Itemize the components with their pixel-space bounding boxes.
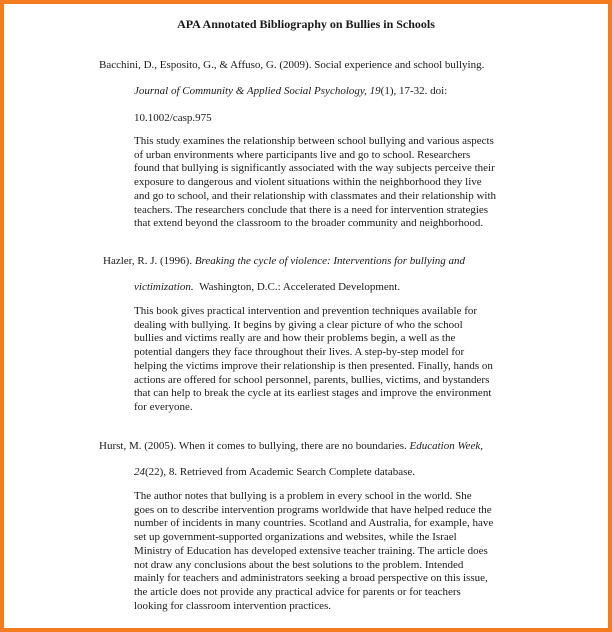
page-title: APA Annotated Bibliography on Bullies in Schools <box>177 17 435 31</box>
citation-line-2: Journal of Community & Applied Social Psychology, 19(1), 17-32. doi: <box>134 85 448 97</box>
citation-line-1: Hazler, R. J. (1996). Breaking the cycle of violence: Interventions for bullying and <box>103 255 466 267</box>
citation-line-1: Bacchini, D., Esposito, G., & Affuso, G. (2009). Social experience and school bullying. <box>99 59 485 71</box>
annotation-paragraph: This study examines the relationship between school bullying and various aspects of urban environments where participants live and go to school. Researchers found that bullying is significantly associated with the way subjects perceive their exposure to dangerous and violent situations within the neighborhood they live and go to school, and their relationship with classmates and their relationship with teachers. The researchers conclude that there is a need for intervention strategies that extend beyond the classroom to the broader community and neighborhood. <box>134 135 497 230</box>
citation-line-2: 24(22), 8. Retrieved from Academic Search Complete database. <box>134 466 416 478</box>
annotation-paragraph: The author notes that bullying is a problem in every school in the world. She goes on to describe intervention programs worldwide that have helped reduce the number of incidents in many countries. Scotland and Australia, for example, have set up government-supported organizations and websites, while the Israel Ministry of Education has developed extensive teacher training. The article does not draw any conclusions about the best solutions to the problem. Intended mainly for teachers and administrators seeking a broad perspective on this issue, the article does not provide any practical advice for parents or for teachers looking for classroom intervention practices. <box>134 490 494 612</box>
citation-line-2: victimization. Washington, D.C.: Accelerated Development. <box>134 281 401 293</box>
citation-line-1: Hurst, M. (2005). When it comes to bullying, there are no boundaries. Education Week, <box>99 440 483 452</box>
citation-line-3: 10.1002/casp.975 <box>134 112 212 124</box>
annotation-paragraph: This book gives practical intervention and prevention techniques available for dealing with bullying. It begins by giving a clear picture of who the school bullies and victims really are and how their problems begin, a well as the potential dangers they face throughout their lives. A step-by-step model for helping the victims improve their relationship is then presented. Finally, hands on actions are offered for school personnel, parents, bullies, victims, and bystanders that can help to break the cycle at its earliest stages and improve the environment for everyone. <box>134 305 493 413</box>
